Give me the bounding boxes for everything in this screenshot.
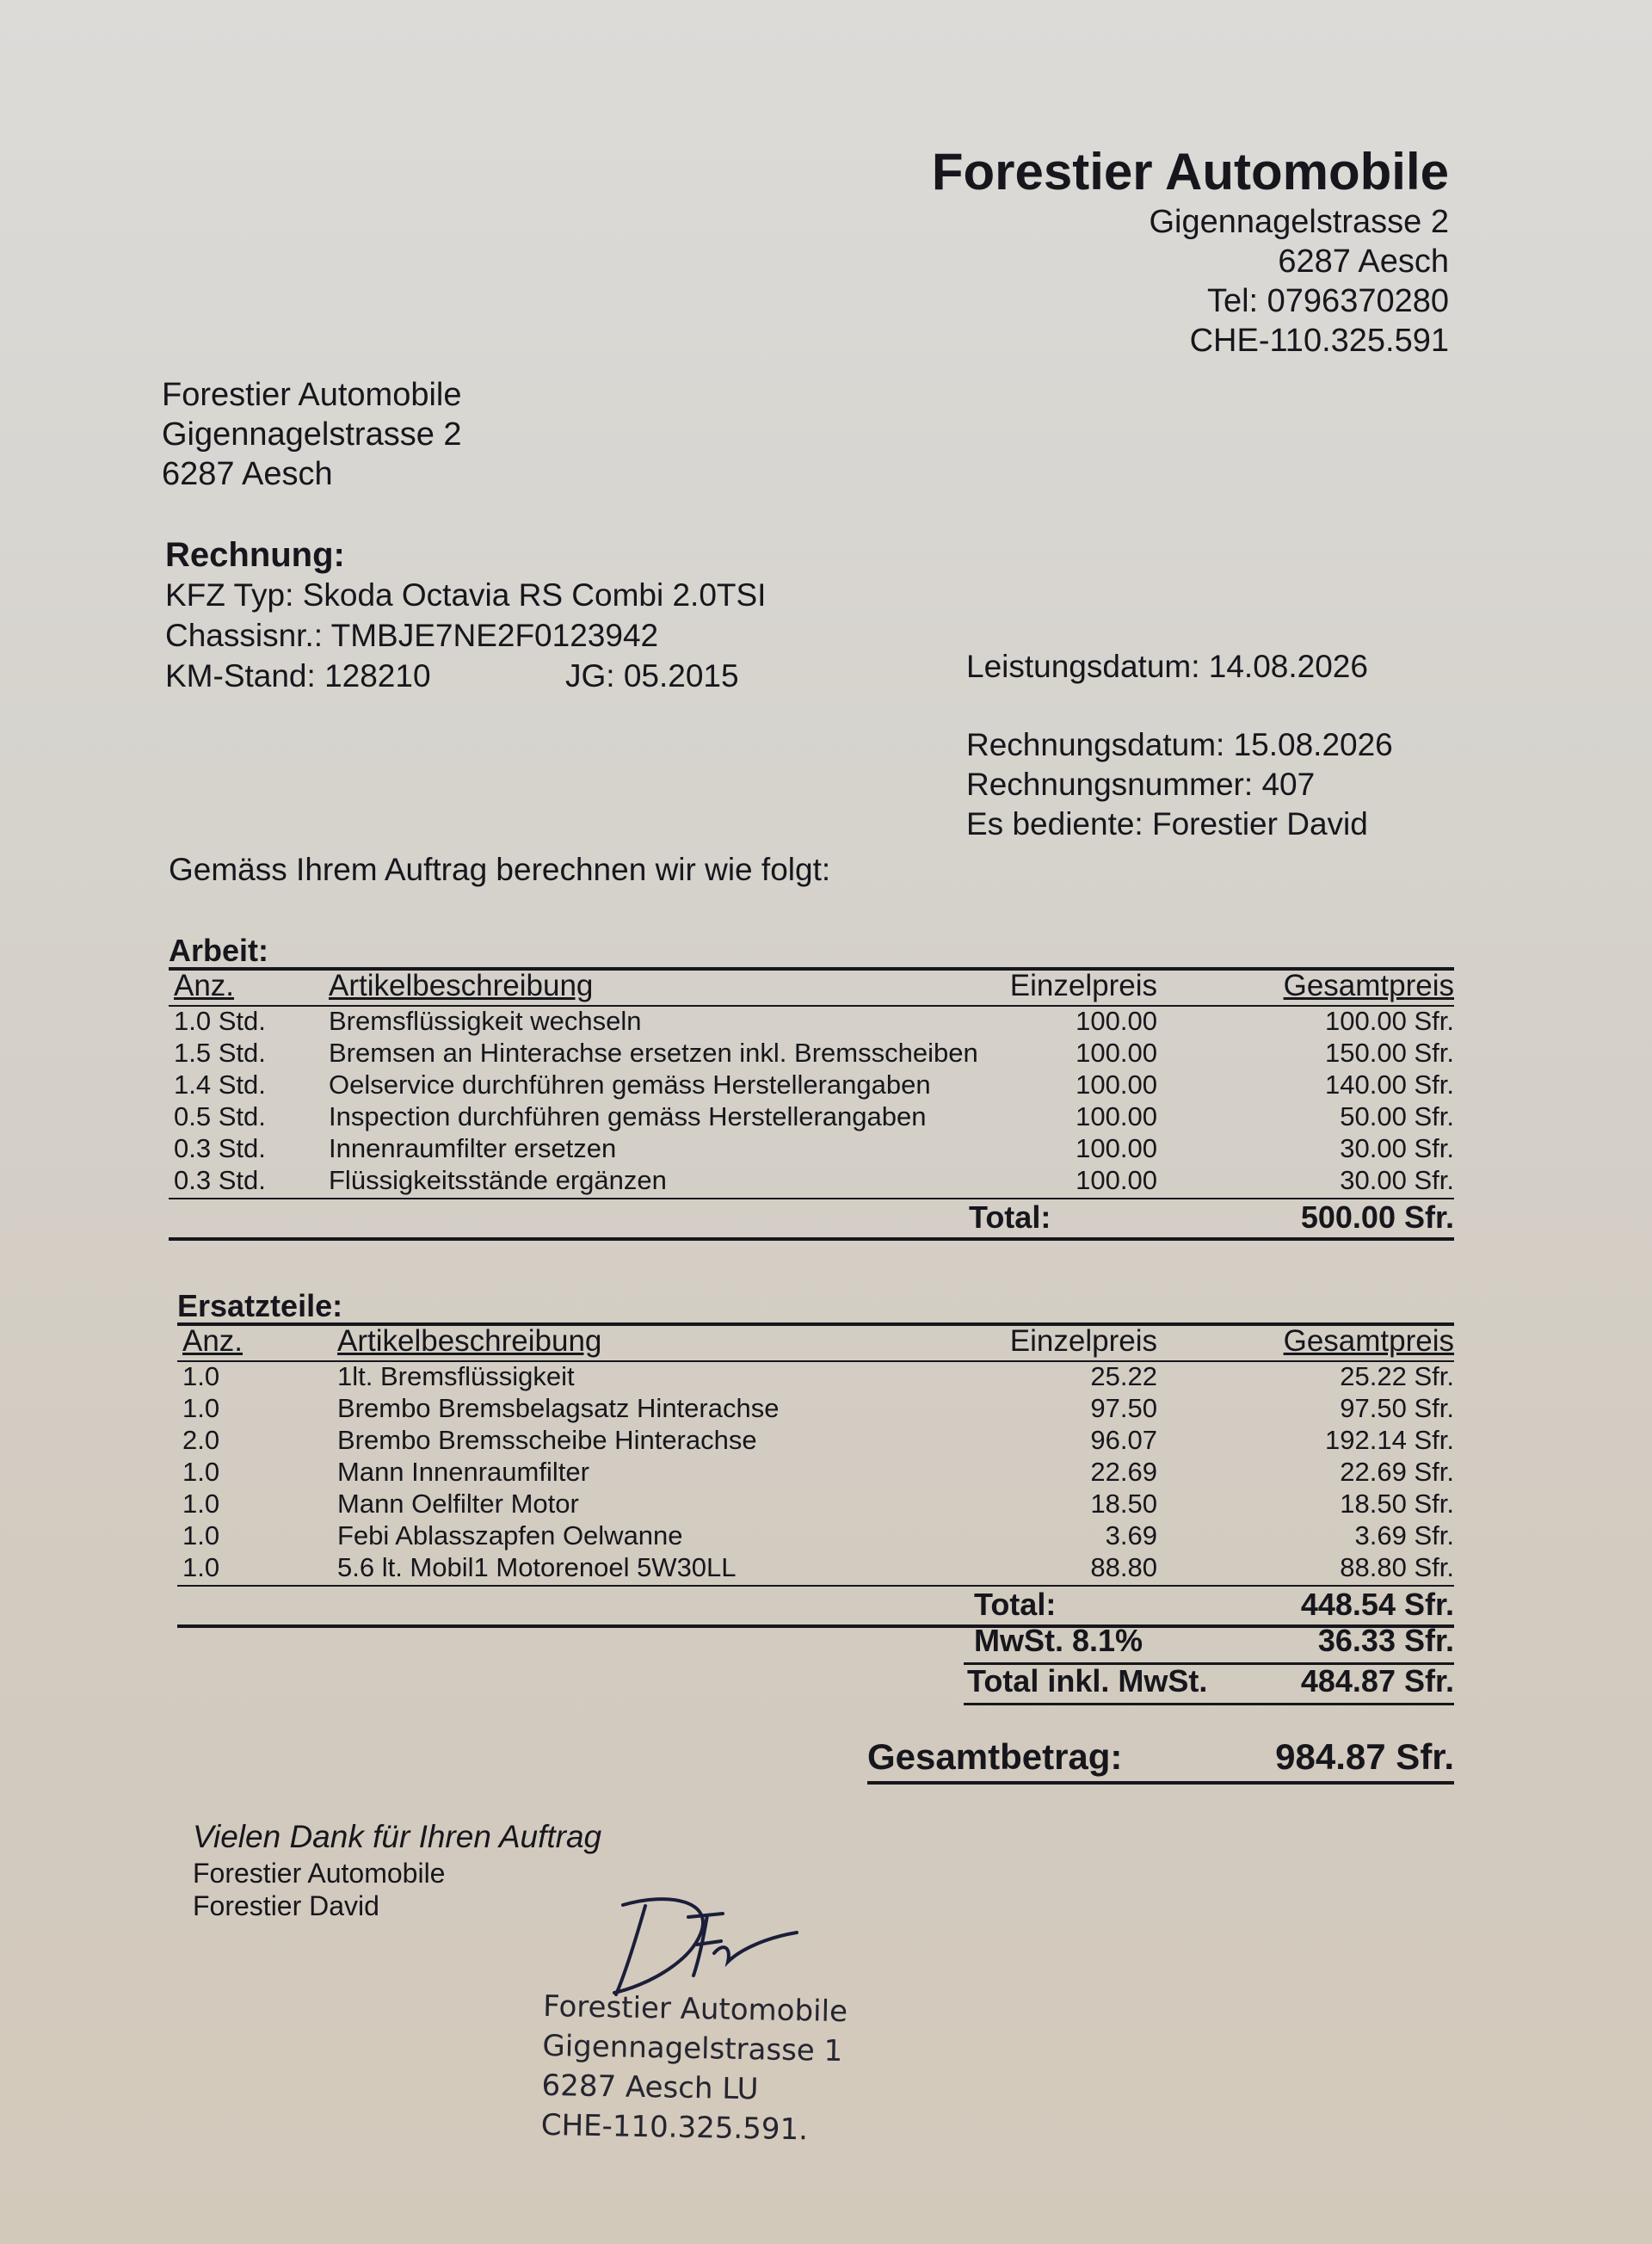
recipient-city: 6287 Aesch: [162, 456, 333, 492]
invoice-title: Rechnung:: [165, 536, 345, 574]
table-row: [177, 1458, 1454, 1489]
col-gesamt: Gesamtpreis: [1283, 1324, 1454, 1358]
ersatzteile-rows: [177, 1362, 1454, 1585]
cell-desc: Inspection durchführen gemäss Herstellerangaben: [329, 1101, 927, 1131]
cell-einzelpreis: 97.50: [1090, 1393, 1157, 1423]
arbeit-total-label: Total:: [969, 1199, 1051, 1235]
stamp-street: Gigennagelstrasse 1: [542, 2028, 843, 2069]
ersatzteile-header: [177, 1326, 1454, 1360]
ersatzteile-total-label: Total:: [974, 1587, 1057, 1622]
table-row: [177, 1426, 1454, 1458]
col-einzel: Einzelpreis: [1009, 969, 1157, 1002]
chassis-number: Chassisnr.: TMBJE7NE2F0123942: [165, 618, 659, 653]
cell-anz: 1.4 Std.: [174, 1070, 266, 1100]
cell-einzelpreis: 18.50: [1090, 1489, 1157, 1519]
intro-text: Gemäss Ihrem Auftrag berechnen wir wie folgt:: [169, 852, 831, 887]
gesamtbetrag-line: [867, 1729, 1454, 1785]
cell-einzelpreis: 25.22: [1090, 1361, 1157, 1391]
table-row: [169, 1007, 1454, 1039]
stamp-city: 6287 Aesch LU: [541, 2068, 759, 2107]
table-row: [169, 1134, 1454, 1166]
cell-einzelpreis: 3.69: [1105, 1520, 1157, 1550]
cell-gesamtpreis: 192.14 Sfr.: [1325, 1425, 1454, 1455]
cell-anz: 1.0 Std.: [174, 1006, 266, 1036]
cell-anz: 1.0: [182, 1552, 220, 1582]
cell-desc: Bremsen an Hinterachse ersetzen inkl. Bremsscheiben: [329, 1038, 978, 1068]
gesamtbetrag-label: Gesamtbetrag:: [867, 1736, 1123, 1777]
table-row: [177, 1489, 1454, 1521]
cell-einzelpreis: 100.00: [1076, 1038, 1157, 1068]
cell-desc: Oelservice durchführen gemäss Herstellerangaben: [329, 1070, 931, 1100]
jahrgang: JG: 05.2015: [565, 658, 739, 694]
cell-gesamtpreis: 3.69 Sfr.: [1354, 1520, 1454, 1550]
cell-desc: Flüssigkeitsstände ergänzen: [329, 1165, 667, 1195]
recipient-address: [162, 375, 462, 494]
inkl-line: [964, 1665, 1454, 1705]
cell-anz: 1.0: [182, 1489, 220, 1519]
cell-gesamtpreis: 100.00 Sfr.: [1325, 1006, 1454, 1036]
cell-gesamtpreis: 140.00 Sfr.: [1325, 1070, 1454, 1100]
ersatzteile-total-value: 448.54 Sfr.: [1300, 1587, 1454, 1622]
col-desc: Artikelbeschreibung: [337, 1324, 602, 1358]
arbeit-title: Arbeit:: [169, 933, 268, 968]
cell-gesamtpreis: 30.00 Sfr.: [1340, 1133, 1454, 1163]
cell-einzelpreis: 96.07: [1090, 1425, 1157, 1455]
cell-anz: 0.3 Std.: [174, 1133, 266, 1163]
table-row: [169, 1166, 1454, 1198]
cell-einzelpreis: 100.00: [1076, 1006, 1157, 1036]
stamp-uid: CHE-110.325.591.: [540, 2107, 809, 2148]
col-anz: Anz.: [182, 1324, 243, 1358]
cell-einzelpreis: 22.69: [1090, 1457, 1157, 1487]
arbeit-total-value: 500.00 Sfr.: [1300, 1199, 1454, 1235]
cell-desc: Innenraumfilter ersetzen: [329, 1133, 617, 1163]
cell-gesamtpreis: 97.50 Sfr.: [1340, 1393, 1454, 1423]
arbeit-total: [169, 1199, 1454, 1237]
arbeit-header: [169, 971, 1454, 1005]
company-uid: CHE-110.325.591: [1189, 323, 1449, 359]
vehicle-type: KFZ Typ: Skoda Octavia RS Combi 2.0TSI: [165, 577, 767, 613]
col-einzel: Einzelpreis: [1009, 1324, 1157, 1358]
invoice-dates: [966, 647, 1393, 844]
cell-gesamtpreis: 18.50 Sfr.: [1340, 1489, 1454, 1519]
company-city: 6287 Aesch: [1278, 244, 1449, 280]
leistungsdatum: Leistungsdatum: 14.08.2026: [966, 649, 1368, 684]
table-row: [169, 1070, 1454, 1102]
cell-anz: 0.3 Std.: [174, 1165, 266, 1195]
company-name: Forestier Automobile: [931, 143, 1449, 200]
col-desc: Artikelbeschreibung: [329, 969, 594, 1002]
gesamtbetrag-value: 984.87 Sfr.: [1275, 1736, 1454, 1777]
cell-anz: 1.0: [182, 1361, 220, 1391]
table-row: [177, 1521, 1454, 1553]
cell-anz: 1.5 Std.: [174, 1038, 266, 1068]
arbeit-section: [169, 933, 1454, 1241]
inkl-label: Total inkl. MwSt.: [967, 1663, 1208, 1698]
ersatzteile-title: Ersatzteile:: [177, 1288, 343, 1323]
cell-desc: 5.6 lt. Mobil1 Motorenoel 5W30LL: [337, 1552, 737, 1582]
cell-einzelpreis: 100.00: [1076, 1165, 1157, 1195]
inkl-value: 484.87 Sfr.: [1300, 1663, 1454, 1698]
stamp-company: Forestier Automobile: [542, 1988, 848, 2030]
cell-desc: Mann Oelfilter Motor: [337, 1489, 579, 1519]
cell-desc: 1lt. Bremsflüssigkeit: [337, 1361, 575, 1391]
signer-block: [193, 1857, 445, 1922]
tax-summary: [964, 1624, 1454, 1705]
cell-anz: 1.0: [182, 1520, 220, 1550]
cell-desc: Bremsflüssigkeit wechseln: [329, 1006, 642, 1036]
cell-anz: 1.0: [182, 1457, 220, 1487]
company-phone: Tel: 0796370280: [1206, 283, 1449, 319]
cell-desc: Febi Ablasszapfen Oelwanne: [337, 1520, 683, 1550]
cell-gesamtpreis: 150.00 Sfr.: [1325, 1038, 1454, 1068]
cell-einzelpreis: 100.00: [1076, 1133, 1157, 1163]
recipient-street: Gigennagelstrasse 2: [162, 416, 462, 453]
company-stamp: [540, 1987, 848, 2150]
col-anz: Anz.: [174, 969, 235, 1002]
cell-gesamtpreis: 25.22 Sfr.: [1340, 1361, 1454, 1391]
cell-desc: Mann Innenraumfilter: [337, 1457, 589, 1487]
cell-gesamtpreis: 30.00 Sfr.: [1340, 1165, 1454, 1195]
company-address: [1149, 202, 1449, 361]
table-row: [177, 1362, 1454, 1394]
bediente: Es bediente: Forestier David: [966, 806, 1368, 842]
signer-company: Forestier Automobile: [193, 1858, 446, 1889]
ersatzteile-total: [177, 1587, 1454, 1624]
ersatzteile-section: [177, 1288, 1454, 1628]
cell-desc: Brembo Bremsbelagsatz Hinterachse: [337, 1393, 780, 1423]
rechnungsnummer: Rechnungsnummer: 407: [966, 767, 1316, 802]
table-row: [177, 1553, 1454, 1585]
cell-gesamtpreis: 88.80 Sfr.: [1340, 1552, 1454, 1582]
mwst-label: MwSt. 8.1%: [974, 1623, 1143, 1658]
km-jg-line: [165, 656, 766, 696]
rechnungsdatum: Rechnungsdatum: 15.08.2026: [966, 727, 1393, 762]
mwst-value: 36.33 Sfr.: [1317, 1623, 1454, 1658]
company-street: Gigennagelstrasse 2: [1149, 204, 1449, 240]
signer-name: Forestier David: [193, 1890, 379, 1921]
mwst-line: [964, 1624, 1454, 1665]
thanks-text: Vielen Dank für Ihren Auftrag: [193, 1819, 602, 1854]
cell-einzelpreis: 88.80: [1090, 1552, 1157, 1582]
cell-anz: 1.0: [182, 1393, 220, 1423]
table-row: [169, 1102, 1454, 1134]
cell-desc: Brembo Bremsscheibe Hinterachse: [337, 1425, 757, 1455]
cell-gesamtpreis: 50.00 Sfr.: [1340, 1101, 1454, 1131]
recipient-name: Forestier Automobile: [162, 377, 462, 413]
col-gesamt: Gesamtpreis: [1283, 969, 1454, 1002]
cell-gesamtpreis: 22.69 Sfr.: [1340, 1457, 1454, 1487]
cell-einzelpreis: 100.00: [1076, 1070, 1157, 1100]
cell-einzelpreis: 100.00: [1076, 1101, 1157, 1131]
vehicle-info: [165, 575, 766, 696]
table-row: [177, 1394, 1454, 1426]
arbeit-rows: [169, 1007, 1454, 1198]
cell-anz: 2.0: [182, 1425, 220, 1455]
cell-anz: 0.5 Std.: [174, 1101, 266, 1131]
km-stand: KM-Stand: 128210: [165, 658, 431, 694]
table-row: [169, 1039, 1454, 1070]
